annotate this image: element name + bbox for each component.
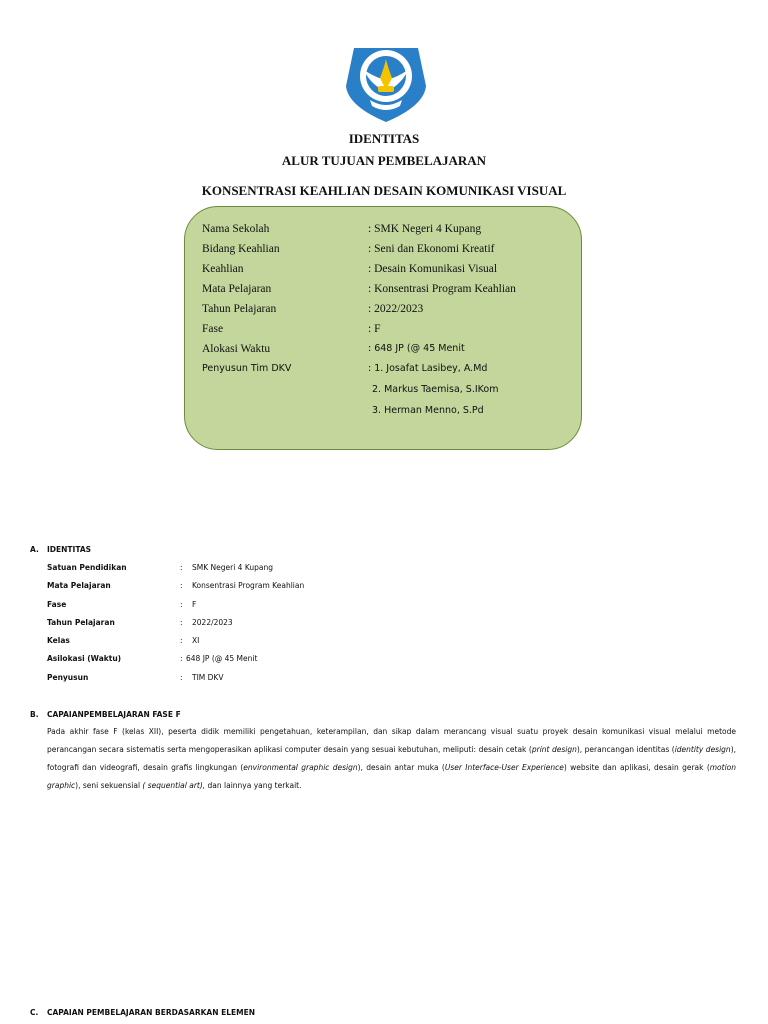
section-title: CAPAIAN PEMBELAJARAN BERDASARKAN ELEMEN bbox=[47, 1008, 255, 1017]
box-value: : SMK Negeri 4 Kupang bbox=[368, 223, 482, 235]
paragraph-italic: motion graphic bbox=[47, 763, 737, 790]
identity-colon: : bbox=[180, 563, 183, 572]
identity-row bbox=[47, 654, 447, 666]
box-key: Alokasi Waktu bbox=[202, 343, 271, 355]
paragraph-italic: User Interface-User Experience bbox=[444, 763, 564, 772]
paragraph-italic: environmental graphic design bbox=[243, 763, 358, 772]
identity-key: Penyusun bbox=[47, 673, 89, 682]
box-key: Bidang Keahlian bbox=[202, 243, 280, 255]
paragraph-italic: ( sequential art), bbox=[142, 781, 206, 790]
identity-key: Asilokasi (Waktu) bbox=[47, 654, 122, 663]
box-value: : Konsentrasi Program Keahlian bbox=[368, 283, 516, 295]
identity-box bbox=[184, 206, 582, 450]
box-value: : 1. Josafat Lasibey, A.Md bbox=[368, 363, 488, 374]
box-key: Fase bbox=[202, 323, 224, 335]
paragraph-text: dan lainnya yang terkait. bbox=[205, 781, 302, 790]
identity-value: Konsentrasi Program Keahlian bbox=[192, 581, 305, 590]
box-value: : 2022/2023 bbox=[368, 303, 424, 315]
section-number: B. bbox=[30, 710, 39, 719]
identity-row bbox=[47, 581, 447, 593]
box-key: Tahun Pelajaran bbox=[202, 303, 277, 315]
identity-key: Mata Pelajaran bbox=[47, 581, 111, 590]
box-value: 3. Herman Menno, S.Pd bbox=[372, 405, 484, 416]
identity-colon: : bbox=[180, 654, 183, 663]
section-title: CAPAIANPEMBELAJARAN FASE F bbox=[47, 710, 181, 719]
identity-colon: : bbox=[180, 581, 183, 590]
header-identitas: IDENTITAS bbox=[348, 131, 420, 146]
box-value: : Desain Komunikasi Visual bbox=[368, 263, 498, 275]
identity-key: Satuan Pendidikan bbox=[47, 563, 127, 572]
identity-row bbox=[47, 673, 447, 685]
paragraph-text: ), seni sekuensial bbox=[75, 781, 143, 790]
header-konsentrasi: KONSENTRASI KEAHLIAN DESAIN KOMUNIKASI VISUAL bbox=[201, 183, 567, 198]
box-key: Keahlian bbox=[202, 263, 244, 275]
box-value: : Seni dan Ekonomi Kreatif bbox=[368, 243, 495, 255]
identity-value: SMK Negeri 4 Kupang bbox=[192, 563, 274, 572]
identity-row bbox=[47, 600, 447, 612]
identity-row bbox=[47, 636, 447, 648]
tut-wuri-handayani-logo bbox=[340, 40, 432, 124]
box-value: : 648 JP (@ 45 Menit bbox=[368, 343, 465, 354]
paragraph-italic: identity design bbox=[674, 745, 731, 754]
paragraph-text: ) website dan aplikasi, desain gerak ( bbox=[563, 763, 710, 772]
section-number: A. bbox=[30, 545, 39, 554]
paragraph-text: Pada akhir fase F (kelas XII), peserta didik memiliki pengetahuan, keterampilan, dan sikap dalam merancang visual suatu proyek desain komunikasi visual melalui metode perancangan secara sistematis serta mengoperasikan aplikasi computer desain yang sesuai kebutuhan, meliputi: desain cetak ( bbox=[47, 727, 736, 754]
section-title: IDENTITAS bbox=[47, 545, 92, 554]
identity-key: Fase bbox=[47, 600, 67, 609]
identity-value: F bbox=[192, 600, 197, 609]
paragraph-italic: print design bbox=[531, 745, 577, 754]
identity-colon: : bbox=[180, 636, 183, 645]
section-number: C. bbox=[30, 1008, 39, 1017]
capaian-paragraph bbox=[47, 723, 736, 795]
identity-colon: : bbox=[180, 600, 183, 609]
header-alur: ALUR TUJUAN PEMBELAJARAN bbox=[281, 153, 487, 168]
identity-key: Kelas bbox=[47, 636, 70, 645]
box-value: : F bbox=[368, 323, 381, 335]
paragraph-text: ), desain antar muka ( bbox=[357, 763, 445, 772]
identity-value: XI bbox=[192, 636, 200, 645]
identity-row bbox=[47, 618, 447, 630]
identity-value: TIM DKV bbox=[192, 673, 224, 682]
box-key: Penyusun Tim DKV bbox=[202, 363, 292, 374]
identity-row bbox=[47, 563, 447, 575]
box-key: Nama Sekolah bbox=[202, 223, 270, 235]
identity-colon: : bbox=[180, 618, 183, 627]
identity-colon: : bbox=[180, 673, 183, 682]
paragraph-text: ), fotografi dan videografi, desain grafis lingkungan ( bbox=[47, 745, 736, 772]
box-key: Mata Pelajaran bbox=[202, 283, 272, 295]
paragraph-text: ), perancangan identitas ( bbox=[576, 745, 675, 754]
identity-value: 2022/2023 bbox=[192, 618, 233, 627]
box-value: 2. Markus Taemisa, S.IKom bbox=[372, 384, 499, 395]
identity-key: Tahun Pelajaran bbox=[47, 618, 115, 627]
identity-value: 648 JP (@ 45 Menit bbox=[186, 654, 258, 663]
